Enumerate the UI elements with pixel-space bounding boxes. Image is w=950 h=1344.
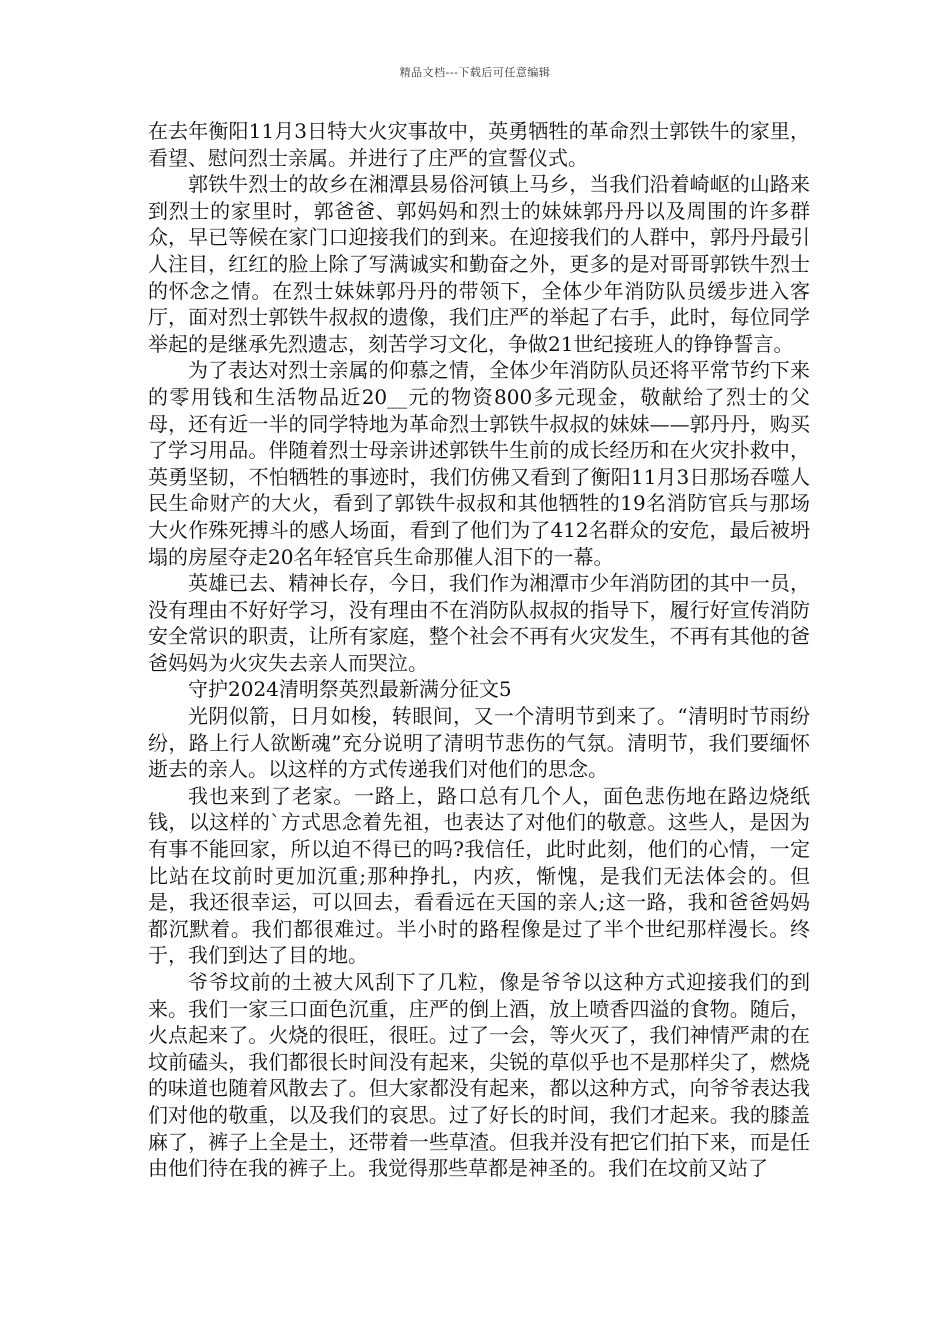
page-header: 精品文档---下载后可任意编辑 — [399, 66, 551, 79]
paragraph: 我也来到了老家。一路上，路口总有几个人，面色悲伤地在路边烧纸钱，以这样的`方式思念着先祖，也表达了对他们的敬意。这些人，是因为有事不能回家，所以迫不得已的吗?我信任，此时此刻，他们的心情，一定比站在坟前时更加沉重;那种挣扎，内疚，惭愧，是我们无法体会的。但是，我还很幸运，可以回去，看看远在天国的亲人;这一路，我和爸爸妈妈都沉默着。我们都很难过。半小时的路程像是过了半个世纪那样漫长。终于，我们到达了目的地。 — [148, 783, 810, 968]
paragraph: 为了表达对烈士亲属的仰慕之情，全体少年消防队员还将平常节约下来的零用钱和生活物品近20__元的物资800多元现金，敬献给了烈士的父母，还有近一半的同学特地为革命烈士郭铁牛叔叔的妹妹——郭丹丹，购买了学习用品。伴随着烈士母亲讲述郭铁牛生前的成长经历和在火灾扑救中，英勇坚韧，不怕牺牲的事迹时，我们仿佛又看到了衡阳11月3日那场吞噬人民生命财产的大火，看到了郭铁牛叔叔和其他牺牲的19名消防官兵与那场大火作殊死搏斗的感人场面，看到了他们为了412名群众的安危，最后被坍塌的房屋夺走20名年轻官兵生命那催人泪下的一幕。 — [148, 358, 810, 569]
paragraph: 郭铁牛烈士的故乡在湘潭县易俗河镇上马乡，当我们沿着崎岖的山路来到烈士的家里时，郭爸爸、郭妈妈和烈士的妹妹郭丹丹以及周围的许多群众，早已等候在家门口迎接我们的到来。在迎接我们的人群中，郭丹丹最引人注目，红红的脸上除了写满诚实和勤奋之外，更多的是对哥哥郭铁牛烈士的怀念之情。在烈士妹妹郭丹丹的带领下，全体少年消防队员缓步进入客厅，面对烈士郭铁牛叔叔的遗像，我们庄严的举起了右手，此时，每位同学举起的是继承先烈遗志，刻苦学习文化，争做21世纪接班人的铮铮誓言。 — [148, 172, 810, 356]
paragraph: 在去年衡阳11月3日特大火灾事故中，英勇牺牲的革命烈士郭铁牛的家里，看望、慰问烈士亲属。并进行了庄严的宣誓仪式。 — [148, 119, 810, 170]
document-body — [148, 118, 810, 1182]
paragraph: 光阴似箭，日月如梭，转眼间，又一个清明节到来了。“清明时节雨纷纷，路上行人欲断魂”充分说明了清明节悲伤的气氛。清明节，我们要缅怀逝去的亲人。以这样的方式传递我们对他们的思念。 — [148, 704, 810, 782]
section-heading: 守护2024清明祭英烈最新满分征文5 — [188, 677, 512, 702]
paragraph: 英雄已去、精神长存，今日，我们作为湘潭市少年消防团的其中一员，没有理由不好好学习，没有理由不在消防队叔叔的指导下，履行好宣传消防安全常识的职责，让所有家庭，整个社会不再有火灾发生，不再有其他的爸爸妈妈为火灾失去亲人而哭泣。 — [148, 571, 810, 675]
paragraph: 爷爷坟前的土被大风刮下了几粒，像是爷爷以这种方式迎接我们的到来。我们一家三口面色沉重，庄严的倒上酒，放上喷香四溢的食物。随后，火点起来了。火烧的很旺，很旺。过了一会，等火灭了，我们神情严肃的在坟前磕头，我们都很长时间没有起来，尖锐的草似乎也不是那样尖了，燃烧的味道也随着风散去了。但大家都没有起来，都以这种方式，向爷爷表达我们对他的敬重，以及我们的哀思。过了好长的时间，我们才起来。我的膝盖麻了，裤子上全是土，还带着一些草渣。但我并没有把它们拍下来，而是任由他们待在我的裤子上。我觉得那些草都是神圣的。我们在坟前又站了 — [148, 970, 810, 1181]
